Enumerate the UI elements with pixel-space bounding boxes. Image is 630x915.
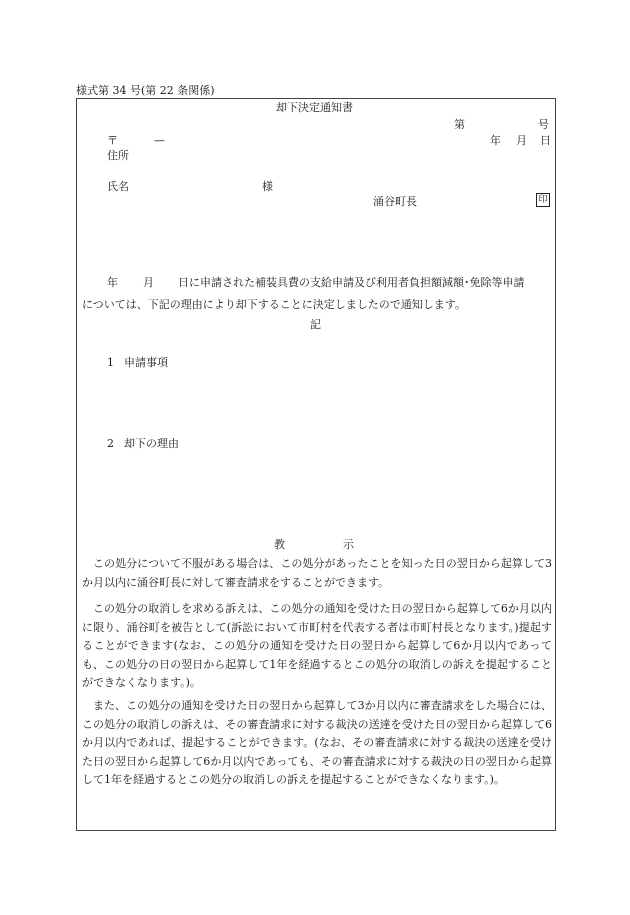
- number-prefix: 第: [454, 118, 465, 131]
- notice-paragraph-1: この処分について不服がある場合は、この処分があったことを知った日の翌日から起算して3か月以内に涌谷町長に対して審査請求をすることができます。: [82, 557, 552, 589]
- body-line-1: 日に申請された補装具費の支給申請及び利用者負担額減額･免除等申請: [178, 276, 525, 289]
- item1-number: 1: [107, 356, 114, 369]
- name-label: 氏名: [107, 180, 129, 193]
- body-line-2: については、下記の理由により却下することに決定しましたので通知します。: [82, 298, 466, 311]
- date-year: 年: [490, 134, 501, 147]
- body-month: 月: [143, 276, 154, 289]
- seal-mark: 印: [536, 193, 550, 207]
- body-year: 年: [107, 276, 118, 289]
- name-honorific: 様: [262, 180, 273, 193]
- notice-title-part2: 示: [343, 538, 354, 551]
- form-label: 様式第 34 号(第 22 条関係): [76, 84, 215, 97]
- date-month: 月: [516, 134, 527, 147]
- number-suffix: 号: [538, 118, 549, 131]
- postal-mark: 〒: [107, 134, 118, 147]
- document-title: 却下決定通知書: [276, 101, 353, 114]
- item2-label: 却下の理由: [124, 437, 179, 450]
- item1-label: 申請事項: [124, 356, 168, 369]
- address-label: 住所: [107, 149, 129, 162]
- date-day: 日: [540, 134, 551, 147]
- notice-paragraph-3: また、この処分の通知を受けた日の翌日から起算して3か月以内に審査請求をした場合には、この処分の取消しの訴えは、その審査請求に対する裁決の送達を受けた日の翌日から起算して6か月以内であれば、提起することができます。(なお、その審査請求に対する裁決の送達を受けた日の翌日から起算して6か月以内であっても、その審査請求に対する裁決の日の翌日から起算して1年を経過するとこの処分の取消しの訴えを提起することができなくなります。)。: [82, 699, 552, 786]
- item2-number: 2: [107, 437, 114, 450]
- postal-dash: —: [154, 134, 165, 147]
- notice-title-part1: 教: [274, 538, 285, 551]
- ki-heading: 記: [310, 318, 321, 331]
- sender-name: 涌谷町長: [373, 195, 417, 208]
- notice-paragraph-2: この処分の取消しを求める訴えは、この処分の通知を受けた日の翌日から起算して6か月以内に限り、涌谷町を被告として(訴訟において市町村を代表する者は市町村長となります。)提起することができます(なお、この処分の通知を受けた日の翌日から起算して6か月以内であっても、この処分の日の翌日から起算して1年を経過するとこの処分の取消しの訴えを提起することができなくなります。)。: [82, 602, 552, 689]
